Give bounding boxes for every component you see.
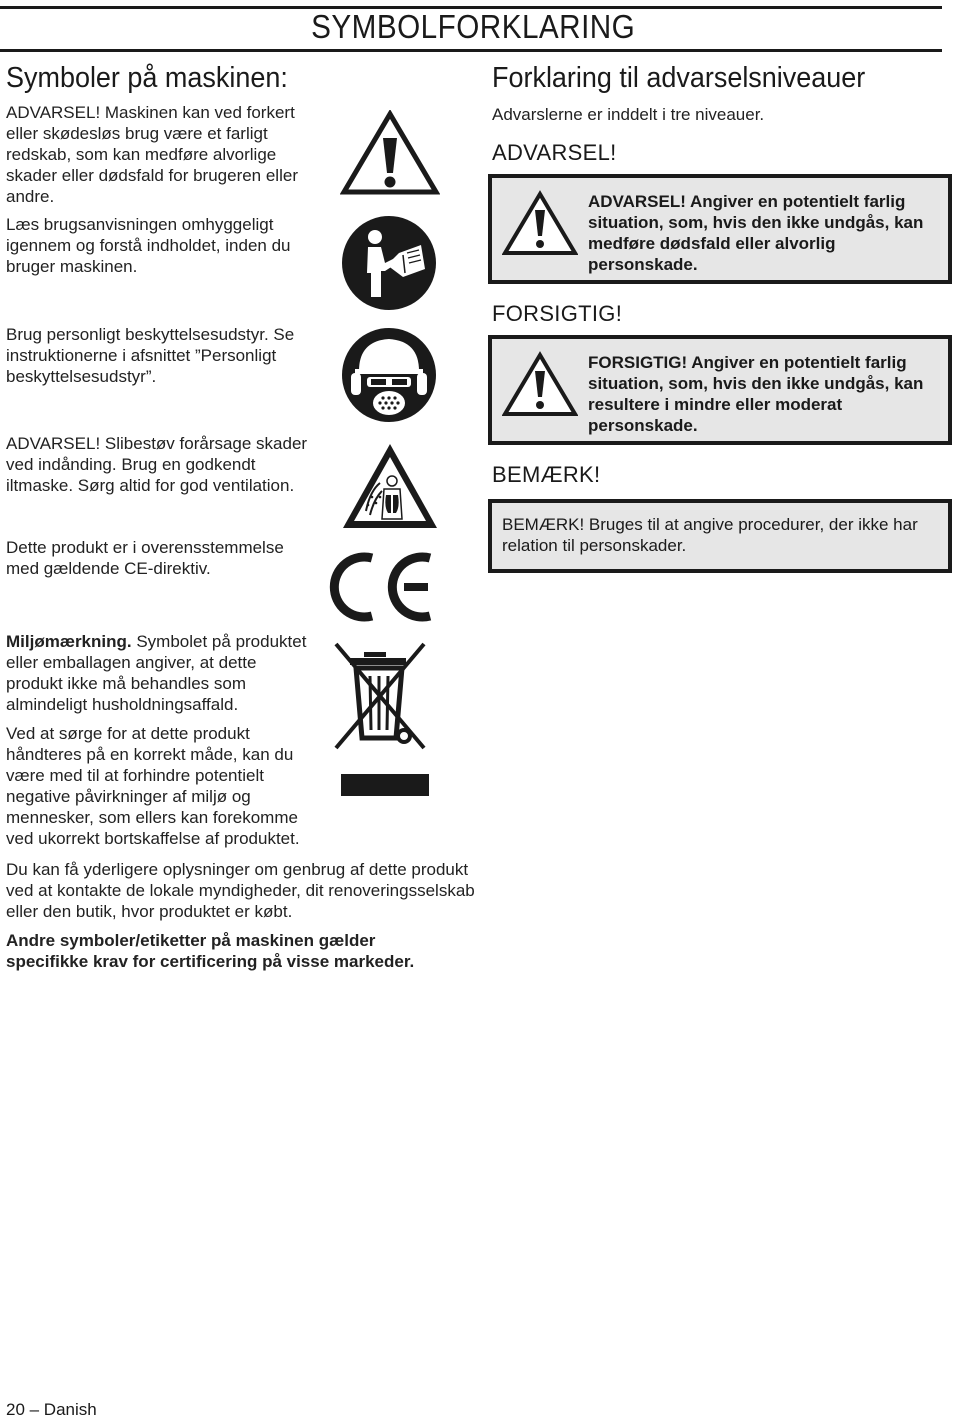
warning-paragraph [6, 102, 316, 207]
env-paragraph-2 [6, 723, 326, 849]
level-label-notice: BEMÆRK! [492, 462, 601, 487]
env-text-2: Ved at sørge for at dette produkt håndteres på en korrekt måde, kan du være med til at forhindre potentielt negative påvirkninger af miljø og mennesker, som ellers kan forekomme ved ukorrekt bortskaffelse af produktet. [6, 724, 300, 848]
read-manual-icon [341, 215, 437, 311]
ppe-paragraph [6, 324, 316, 387]
notice-box-text: BEMÆRK! Bruges til at angive procedurer, der ikke har relation til personskader. [502, 515, 918, 555]
caution-box-text: FORSIGTIG! Angiver en potentielt farlig situation, som, hvis den ikke undgås, kan resultere i mindre eller moderat personskade. [588, 353, 924, 435]
manual-text: Læs brugsanvisningen omhyggeligt igennem og forstå indholdet, inden du bruger maskinen. [6, 215, 291, 276]
level-label-caution: FORSIGTIG! [492, 301, 623, 326]
caution-box [488, 335, 952, 445]
warning-triangle-icon [502, 190, 578, 256]
warning-box [488, 174, 952, 284]
right-intro: Advarslerne er inddelt i tre niveauer. [492, 105, 765, 124]
other-symbols-paragraph [6, 930, 446, 972]
other-symbols-text: Andre symboler/etiketter på maskinen gælder specifikke krav for certificering på visse markeder. [6, 931, 415, 971]
left-heading-wrap [6, 62, 309, 95]
warning-text: ADVARSEL! Maskinen kan ved forkert eller skødesløs brug være et farligt redskab, som kan medføre alvorlige skader eller dødsfald for brugeren eller andre. [6, 103, 298, 206]
env-text-3: Du kan få yderligere oplysninger om genbrug af dette produkt ved at kontakte de lokale myndigheder, dit renoveringsselskab eller den butik, hvor produktet er købt. [6, 860, 475, 921]
dust-inhalation-warning-icon [340, 441, 440, 531]
ce-paragraph [6, 537, 306, 579]
page-header-title: SYMBOLFORKLARING [311, 8, 636, 45]
env-paragraph [6, 631, 314, 715]
right-heading-wrap [492, 62, 893, 95]
dust-text: ADVARSEL! Slibestøv forårsage skader ved indånding. Brug en godkendt iltmaske. Sørg altid for god ventilation. [6, 434, 308, 495]
crossed-out-bin-icon [332, 640, 432, 800]
ce-mark-icon [320, 548, 440, 626]
right-heading: Forklaring til advarselsniveauer [492, 62, 866, 94]
ppe-text: Brug personligt beskyttelsesudstyr. Se instruktionerne i afsnittet ”Personligt beskyttelsesudstyr”. [6, 325, 295, 386]
manual-paragraph [6, 214, 316, 277]
env-paragraph-3 [6, 859, 476, 922]
dust-paragraph [6, 433, 322, 496]
level-label-warning: ADVARSEL! [492, 140, 617, 165]
left-heading: Symboler på maskinen: [6, 62, 288, 94]
ce-text: Dette produkt er i overensstemmelse med gældende CE-direktiv. [6, 538, 284, 578]
warning-triangle-icon [340, 110, 440, 196]
env-label: Miljømærkning. [6, 632, 132, 651]
protective-equipment-icon [341, 327, 437, 423]
env-text: Symbolet på produktet eller emballagen angiver, at dette produkt ikke må behandles som almindeligt husholdningsaffald. [6, 632, 307, 714]
header-bottom-rule [0, 49, 942, 52]
page-footer: 20 – Danish [6, 1400, 97, 1419]
warning-triangle-icon [502, 351, 578, 417]
notice-box [488, 499, 952, 573]
warning-box-text: ADVARSEL! Angiver en potentielt farlig situation, som, hvis den ikke undgås, kan medføre dødsfald eller alvorlig personskade. [588, 192, 924, 274]
